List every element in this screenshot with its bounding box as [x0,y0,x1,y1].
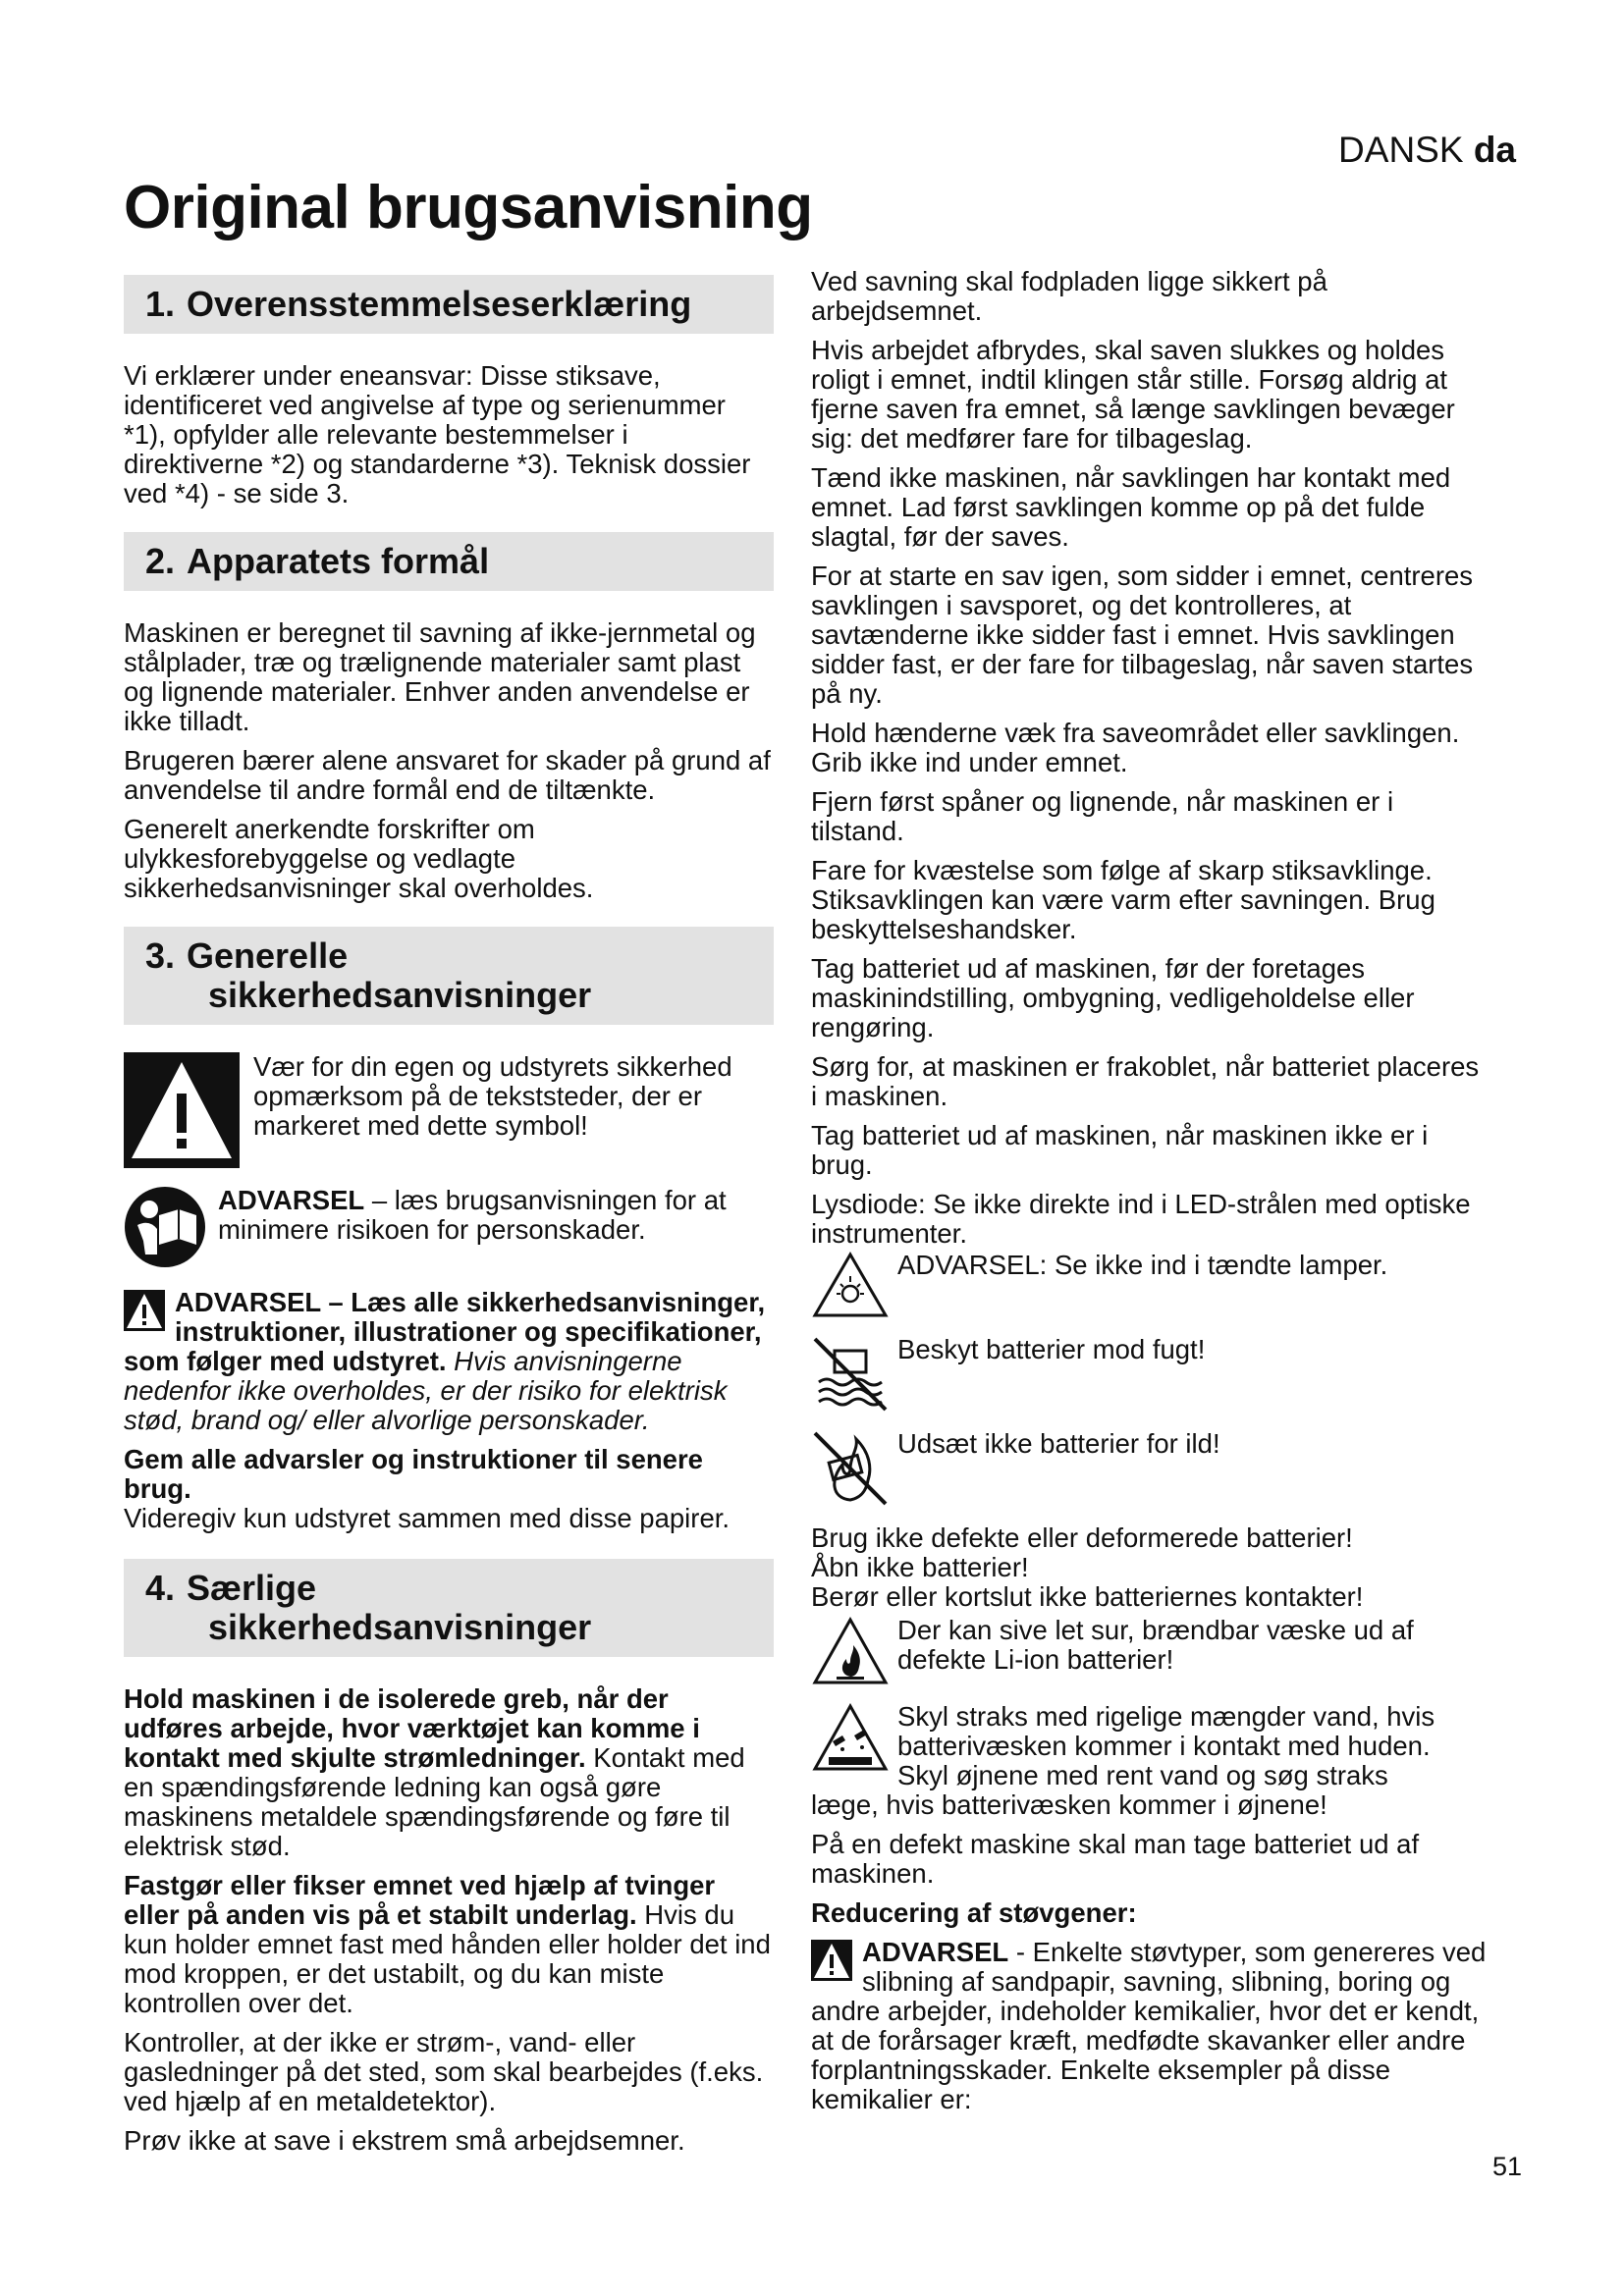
purpose-text: Maskinen er beregnet til savning af ikke-jernmetal og stålplader, træ og trælignende materialer samt plast og lignende materialer. Enhver anden anvendelse er ikke tilladt. [124,617,756,736]
declaration-text: Vi erklærer under eneansvar: Disse stiksave, identificeret ved angivelse af type og serienummer *1), opfylder alle relevante bestemmelser i direktiverne *2) og standarderne *3). Teknisk dossier ved *4) - se side 3. [124,360,751,508]
paragraph: Lysdiode: Se ikke direkte ind i LED-strålen med optiske instrumenter. [811,1189,1471,1249]
paragraph: På en defekt maskine skal man tage batteriet ud af maskinen. [811,1829,1420,1889]
dust-warning-bold: ADVARSEL [862,1937,1009,1967]
language-label [1338,130,1516,171]
paragraph: Fare for kvæstelse som følge af skarp stiksavklinge. Stiksavklingen kan være varm efter savningen. Brug beskyttelseshandsker. [811,855,1435,944]
page-number: 51 [1491,2152,1522,2181]
flammable-icon [811,1616,890,1692]
symbol-explanation [124,1052,774,1174]
left-column [124,267,774,2165]
section-title-line1: Generelle [187,935,349,976]
rinse-warning [811,1702,1489,1790]
lamp-warning [811,1251,1489,1325]
leak-warning [811,1616,1489,1692]
section-title-line2: sikkerhedsanvisninger [208,975,592,1015]
general-warning [124,1288,774,1435]
hidden-lines-text: Kontroller, at der ikke er strøm-, vand- eller gasledninger på det sted, som skal bearbejdes (f.eks. ved hjælp af en metaldetektor). [124,2027,764,2116]
section-4-heading [124,1559,774,1657]
paragraph: Hvis arbejdet afbrydes, skal saven slukkes og holdes roligt i emnet, indtil klingen står stille. Forsøg aldrig at fjerne saven fra emnet, så længe savklingen bevæger sig: det medfører fare for tilbageslag. [811,335,1455,454]
section-title: Apparatets formål [187,541,490,581]
paragraph: Sørg for, at maskinen er frakoblet, når batteriet placeres i maskinen. [811,1051,1480,1111]
page-title: Original brugsanvisning [124,174,813,241]
paragraph: Berør eller kortslut ikke batteriernes kontakter! [811,1581,1364,1612]
small-workpiece-text: Prøv ikke at save i ekstrem små arbejdsemner. [124,2125,685,2156]
leak-warning-text: Der kan sive let sur, brændbar væske ud af defekte Li-ion batterier! [897,1615,1414,1675]
rinse-text-continued: læge, hvis batterivæsken kommer i øjnene! [811,1789,1327,1820]
insulated-grip-text [124,1684,774,1861]
section-number: 1. [145,284,176,324]
section-3-heading [124,927,774,1025]
dust-warning [811,1938,1489,2114]
section-title-line1: Særlige [187,1568,317,1608]
paragraph: Åbn ikke batterier! [811,1552,1029,1582]
led-warning-icon [811,1251,890,1325]
general-warning-bold: ADVARSEL – Læs alle sikkerhedsanvisninger, instruktioner, illustrationer og specifikationer, som følger med udstyret. [124,1287,766,1376]
warning-triangle-icon [124,1052,240,1174]
read-manual-note [124,1186,774,1274]
language-code: da [1473,130,1516,170]
section-title-line2: sikkerhedsanvisninger [208,1607,592,1647]
paragraph: Tag batteriet ud af maskinen, når maskinen ikke er i brug. [811,1120,1429,1180]
insulated-grip-bold: Hold maskinen i de isolerede greb, når der udføres arbejde, hvor værktøjet kan komme i kontakt med skjulte strømledninger. [124,1683,700,1773]
read-manual-icon [124,1186,206,1274]
pass-on-text: Videregiv kun udstyret sammen med disse papirer. [124,1503,731,1533]
fire-warning-text: Udsæt ikke batterier for ild! [897,1428,1220,1459]
paragraph: Tag batteriet ud af maskinen, før der foretages maskinindstilling, ombygning, vedligeholdelse eller rengøring. [811,953,1415,1042]
insulated-grip-body: Kontakt med en spændingsførende ledning kan også gøre maskinens metaldele spændingsførende og føre til elektrisk stød. [124,1742,745,1861]
section-2-heading [124,532,774,591]
keep-instructions [124,1445,774,1504]
clamp-workpiece-text [124,1871,774,2018]
lamp-warning-text: ADVARSEL: Se ikke ind i tændte lamper. [897,1250,1388,1280]
symbol-explanation-text: Vær for din egen og udstyrets sikkerhed opmærksom på de tekststeder, der er markeret med dette symbol! [253,1051,732,1141]
rinse-text: Skyl straks med rigelige mængder vand, hvis batterivæsken kommer i kontakt med huden. Skyl øjnene med rent vand og søg straks [897,1701,1435,1790]
paragraph: For at starte en sav igen, som sidder i emnet, centreres savklingen i savsporet, og det kontrolleres, at savtænderne ikke sidder fast i emnet. Hvis savklingen sidder fast, er der fare for tilbageslag, når saven startes på ny. [811,561,1474,709]
paragraph: Fjern først spåner og lignende, når maskinen er i tilstand. [811,786,1394,846]
regulations-text: Generelt anerkendte forskrifter om ulykkesforebyggelse og vedlagte sikkerhedsanvisninger skal overholdes. [124,814,594,903]
keep-instructions-bold: Gem alle advarsler og instruktioner til senere brug. [124,1444,703,1504]
section-number: 3. [145,935,176,976]
section-title: Overensstemmelseserklæring [187,284,692,324]
section-number: 2. [145,541,176,581]
corrosive-icon [811,1702,890,1779]
paragraph: Brug ikke defekte eller deformerede batterier! [811,1522,1353,1553]
warning-triangle-icon [124,1290,165,1337]
right-column [811,267,1489,2124]
clamp-workpiece-bold: Fastgør eller fikser emnet ved hjælp af tvinger eller på anden vis på et stabilt underlag. [124,1870,716,1930]
section-1-heading [124,275,774,334]
no-moisture-icon [811,1335,890,1419]
no-fire-icon [811,1429,890,1514]
paragraph: Tænd ikke maskinen, når savklingen har kontakt med emnet. Lad først savklingen komme op på det fulde slagtal, før der saves. [811,462,1451,552]
read-manual-text: – læs brugsanvisningen for at minimere risikoen for personskader. [218,1185,727,1245]
fire-warning [811,1429,1489,1514]
general-warning-italic: Hvis anvisningerne nedenfor ikke overholdes, er der risiko for elektrisk stød, brand og/ eller alvorlige personskader. [124,1346,728,1435]
warning-triangle-icon [811,1940,852,1987]
read-manual-label: ADVARSEL [218,1185,365,1215]
moisture-warning [811,1335,1489,1419]
language-name: DANSK [1338,130,1464,170]
dust-warning-text: - Enkelte støvtyper, som genereres ved slibning af sandpapir, savning, slibning, boring og andre arbejder, indeholder kemikalier, hvor det er kendt, at de forårsager kræft, medfødte skavanker eller andre forplantningsskader. Enkelte eksempler på disse kemikalier er: [811,1937,1487,2114]
moisture-warning-text: Beskyt batterier mod fugt! [897,1334,1206,1364]
paragraph: Hold hænderne væk fra saveområdet eller savklingen. Grib ikke ind under emnet. [811,718,1460,777]
clamp-workpiece-body: Hvis du kun holder emnet fast med hånden eller holder det ind mod kroppen, er det ustabilt, og du kan miste kontrollen over det. [124,1899,771,2018]
paragraph: Ved savning skal fodpladen ligge sikkert på arbejdsemnet. [811,266,1327,326]
responsibility-text: Brugeren bærer alene ansvaret for skader på grund af anvendelse til andre formål end de tiltænkte. [124,745,771,805]
section-number: 4. [145,1568,176,1608]
dust-heading: Reducering af støvgener: [811,1897,1137,1928]
